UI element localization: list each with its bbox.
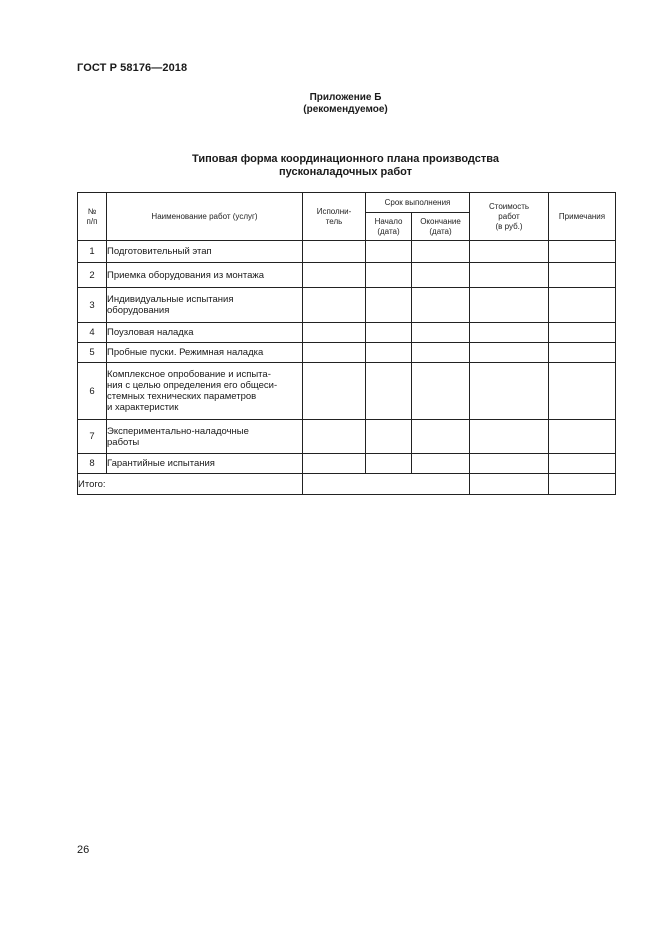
row-number: 6: [78, 363, 107, 420]
total-cost-cell[interactable]: [470, 474, 549, 495]
row-end-cell[interactable]: [412, 288, 470, 323]
document-title-line1: Типовая форма координационного плана производства: [192, 153, 499, 165]
col-header-start: Начало (дата): [366, 213, 412, 241]
appendix-title: Приложение Б: [309, 92, 382, 103]
row-end-cell[interactable]: [412, 343, 470, 363]
row-work-name: Экспериментально-наладочные работы: [107, 420, 303, 454]
row-work-name: Пробные пуски. Режимная наладка: [107, 343, 303, 363]
col-header-number: № п/п: [78, 193, 107, 241]
row-start-cell[interactable]: [366, 263, 412, 288]
row-number: 8: [78, 454, 107, 474]
col-header-notes: Примечания: [549, 193, 616, 241]
row-end-cell[interactable]: [412, 263, 470, 288]
row-end-cell[interactable]: [412, 363, 470, 420]
row-executor-cell[interactable]: [303, 343, 366, 363]
row-work-name: Индивидуальные испытания оборудования: [107, 288, 303, 323]
row-number: 7: [78, 420, 107, 454]
row-start-cell[interactable]: [366, 241, 412, 263]
total-deadline-cell[interactable]: [303, 474, 470, 495]
total-notes-cell[interactable]: [549, 474, 616, 495]
col-header-deadline: Срок выполнения: [366, 193, 470, 213]
row-cost-cell[interactable]: [470, 263, 549, 288]
table-row: [78, 323, 616, 343]
appendix-heading: [0, 92, 661, 116]
row-start-cell[interactable]: [366, 420, 412, 454]
page-number: 26: [77, 844, 90, 856]
row-executor-cell[interactable]: [303, 454, 366, 474]
row-cost-cell[interactable]: [470, 420, 549, 454]
row-cost-cell[interactable]: [470, 343, 549, 363]
coordination-plan-table: [77, 192, 616, 495]
row-start-cell[interactable]: [366, 363, 412, 420]
row-number: 5: [78, 343, 107, 363]
row-cost-cell[interactable]: [470, 454, 549, 474]
col-header-cost: Стоимость работ (в руб.): [470, 193, 549, 241]
row-start-cell[interactable]: [366, 343, 412, 363]
col-header-end: Окончание (дата): [412, 213, 470, 241]
table-row: [78, 241, 616, 263]
row-notes-cell[interactable]: [549, 363, 616, 420]
table-row: [78, 263, 616, 288]
row-executor-cell[interactable]: [303, 263, 366, 288]
row-start-cell[interactable]: [366, 454, 412, 474]
row-work-name: Приемка оборудования из монтажа: [107, 263, 303, 288]
total-row: [78, 474, 616, 495]
row-work-name: Гарантийные испытания: [107, 454, 303, 474]
row-notes-cell[interactable]: [549, 454, 616, 474]
table-row: [78, 363, 616, 420]
row-notes-cell[interactable]: [549, 241, 616, 263]
standard-header: ГОСТ Р 58176—2018: [77, 62, 188, 74]
total-label: Итого:: [78, 474, 303, 495]
table-row: [78, 288, 616, 323]
row-cost-cell[interactable]: [470, 288, 549, 323]
row-notes-cell[interactable]: [549, 288, 616, 323]
table-row: [78, 420, 616, 454]
row-end-cell[interactable]: [412, 323, 470, 343]
row-notes-cell[interactable]: [549, 323, 616, 343]
row-work-name: Поузловая наладка: [107, 323, 303, 343]
row-executor-cell[interactable]: [303, 241, 366, 263]
row-notes-cell[interactable]: [549, 343, 616, 363]
appendix-subtitle: (рекомендуемое): [303, 104, 388, 115]
row-cost-cell[interactable]: [470, 363, 549, 420]
row-end-cell[interactable]: [412, 454, 470, 474]
row-work-name: Подготовительный этап: [107, 241, 303, 263]
document-title: [0, 153, 661, 179]
row-executor-cell[interactable]: [303, 288, 366, 323]
row-number: 3: [78, 288, 107, 323]
row-cost-cell[interactable]: [470, 323, 549, 343]
row-executor-cell[interactable]: [303, 420, 366, 454]
row-notes-cell[interactable]: [549, 420, 616, 454]
row-end-cell[interactable]: [412, 420, 470, 454]
row-start-cell[interactable]: [366, 323, 412, 343]
row-number: 1: [78, 241, 107, 263]
row-number: 4: [78, 323, 107, 343]
row-work-name: Комплексное опробование и испыта- ния с целью определения его общеси- стемных технических параметров и характеристик: [107, 363, 303, 420]
document-title-line2: пусконаладочных работ: [278, 166, 413, 178]
row-executor-cell[interactable]: [303, 363, 366, 420]
row-start-cell[interactable]: [366, 288, 412, 323]
table-row: [78, 454, 616, 474]
row-cost-cell[interactable]: [470, 241, 549, 263]
col-header-executor: Исполни- тель: [303, 193, 366, 241]
row-number: 2: [78, 263, 107, 288]
table-row: [78, 343, 616, 363]
row-notes-cell[interactable]: [549, 263, 616, 288]
row-executor-cell[interactable]: [303, 323, 366, 343]
col-header-name: Наименование работ (услуг): [107, 193, 303, 241]
row-end-cell[interactable]: [412, 241, 470, 263]
